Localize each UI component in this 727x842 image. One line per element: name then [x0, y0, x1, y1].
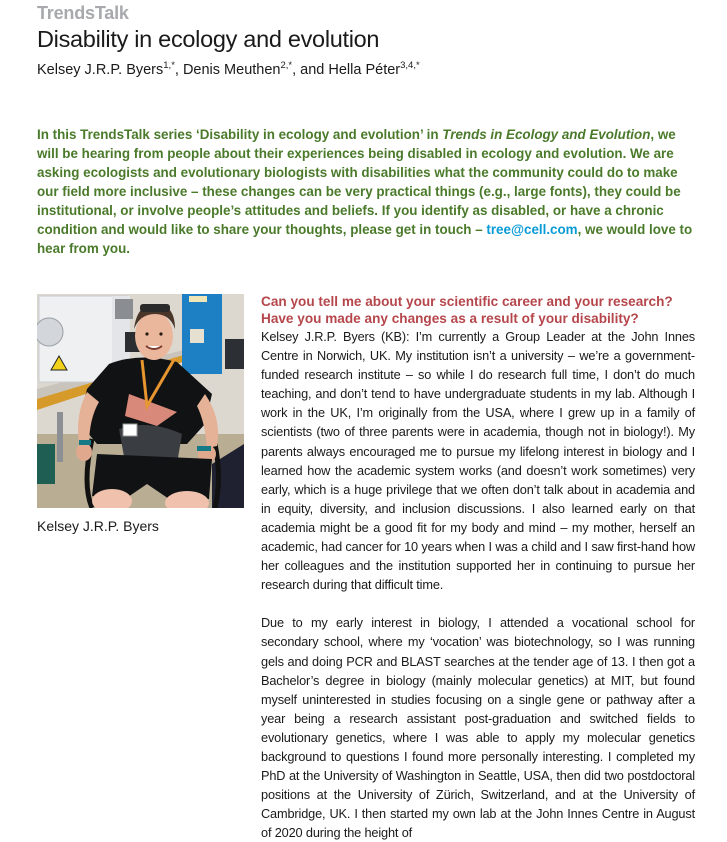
- author-name[interactable]: Kelsey J.R.P. Byers: [37, 62, 164, 78]
- author-affiliation[interactable]: 1,*: [163, 60, 175, 71]
- interview-question: Can you tell me about your scientific career and your research? Have you made any changes as a result of your disability?: [261, 294, 673, 326]
- intro-text: , we would love to hear from you.: [37, 222, 693, 256]
- author-separator: , and: [292, 62, 329, 78]
- interview-answer-paragraph: Due to my early interest in biology, I attended a vocational school for secondary school, where my ‘vocation’ was biotechnology, so I was running gels and doing PCR and BLAST searches at the tender age of 13. I then got a Bachelor’s degree in biology (mainly molecular genetics) at MIT, but found myself uninterested in studies focusing on a single gene or pathway after a year being a research assistant post-graduation and switched fields to evolutionary genetics, where I was able to apply my molecular genetics background to questions I found more personally interesting. I completed my PhD at the University of Washington in Seattle, USA, then did two postdoctoral positions at the University of Zürich, Switzerland, and at the University of Cambridge, UK. I then started my own lab at the John Innes Centre in August of 2020 during the height of: [261, 615, 695, 841]
- author-affiliation[interactable]: 2,*: [280, 60, 293, 71]
- series-label: TrendsTalk: [37, 3, 129, 23]
- intro-text: In this TrendsTalk series ‘Disability in ecology and evolution’ in: [37, 127, 443, 142]
- author-name[interactable]: Denis Meuthen: [182, 62, 281, 78]
- author-separator: ,: [174, 62, 183, 78]
- author-photo: [37, 294, 244, 508]
- photo-caption: Kelsey J.R.P. Byers: [37, 518, 159, 534]
- journal-name: Trends in Ecology and Evolution: [442, 127, 651, 142]
- interview-column: [261, 293, 695, 842]
- intro-paragraph: [37, 125, 697, 258]
- author-affiliation[interactable]: 3,4,*: [400, 60, 420, 71]
- photo-illustration: [37, 294, 244, 508]
- interview-answer-paragraph: Kelsey J.R.P. Byers (KB): I’m currently a Group Leader at the John Innes Centre in Norwich, UK. My institution isn’t a university – we’re a government-funded research institute – so while I do research full time, I don’t do much teaching, and don’t tend to have undergraduate students in my lab. Although I work in the UK, I’m originally from the USA, where I grew up in a family of scientists (two of three parents were in academia, though not in biology!). My parents always encouraged me to pursue my lifelong interest in biology and I learned how the academic system works (and doesn’t work sometimes) very early, which is a huge privilege that we often don’t talk about in academia and in equity, diversity, and inclusion discussions. I also learned early on that academia might be a good fit for my body and mind – my mother, herself an academic, had cancer for 10 years when I was a child and I saw first-hand how her colleagues and the institution supported her in continuing to pursue her research during that difficult time.: [261, 329, 695, 593]
- intro-text: , we will be hearing from people about their experiences being disabled in ecology and evolution. We are asking ecologists and evolutionary biologists with disabilities what the community could do to make our field more inclusive – these changes can be very practical things (e.g., large fonts), they could be institutional, or involve people’s attitudes and beliefs. If you identify as disabled, or have a chronic condition and would like to share your thoughts, please get in touch –: [37, 127, 681, 237]
- email-link[interactable]: tree@cell.com: [486, 222, 578, 237]
- author-list: [37, 62, 420, 78]
- author-name[interactable]: Hella Péter: [328, 62, 401, 78]
- article-title: Disability in ecology and evolution: [37, 26, 380, 52]
